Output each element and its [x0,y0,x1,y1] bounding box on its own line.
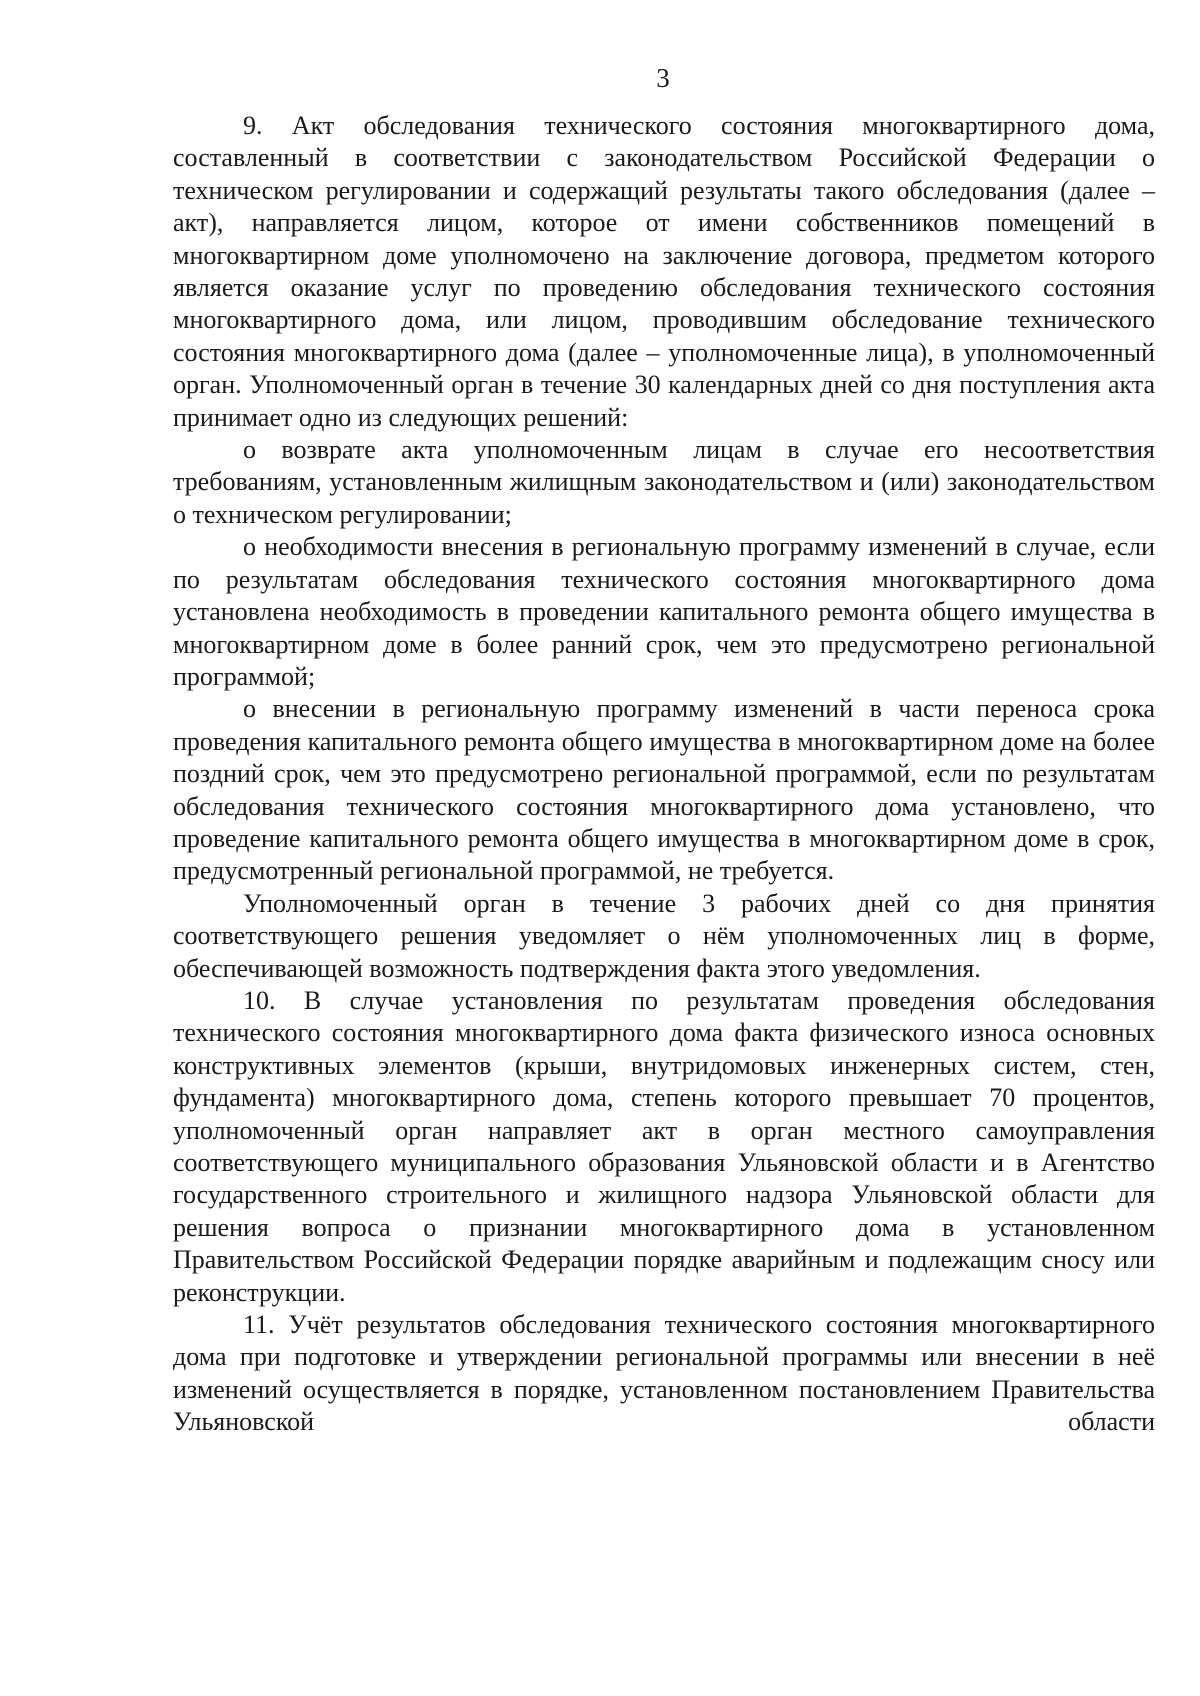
paragraph-option-return: о возврате акта уполномоченным лицам в случае его несоответствия требованиям, установленным жилищным законодательством и (или) законодательством о техническом регулировании; [173,435,1155,529]
paragraph-9: 9. Акт обследования технического состояния многоквартирного дома, составленный в соответствии с законодательством Российской Федерации о техническом регулировании и содержащий результаты такого обследования (далее – акт), направляется лицом, которое от имени собственников помещений в многоквартирном доме уполномочено на заключение договора, предметом которого является оказание услуг по проведению обследования технического состояния многоквартирного дома, или лицом, проводившим обследование технического состояния многоквартирного дома (далее – уполномоченные лица), в уполномоченный орган. Уполномоченный орган в течение 30 календарных дней со дня поступления акта принимает одно из следующих решений: [173,111,1155,432]
paragraph-11: 11. Учёт результатов обследования технического состояния многоквартирного дома при подготовке и утверждении региональной программы или внесении в неё изменений осуществляется в порядке, установленном постановлением Правительства Ульяновской области [173,1310,1155,1437]
document-body [173,110,1155,1439]
paragraph-notification: Уполномоченный орган в течение 3 рабочих дней со дня принятия соответствующего решения уведомляет о нём уполномоченных лиц в форме, обеспечивающей возможность подтверждения факта этого уведомления. [173,888,1155,983]
paragraph-option-earlier: о необходимости внесения в региональную программу изменений в случае, если по результатам обследования технического состояния многоквартирного дома установлена необходимость в проведении капитального ремонта общего имущества в многоквартирном доме в более ранний срок, чем это предусмотрено региональной программой; [173,532,1155,691]
paragraph-10: 10. В случае установления по результатам проведения обследования технического состояния многоквартирного дома факта физического износа основных конструктивных элементов (крыши, внутридомовых инженерных систем, стен, фундамента) многоквартирного дома, степень которого превышает 70 процентов, уполномоченный орган направляет акт в орган местного самоуправления соответствующего муниципального образования Ульяновской области и в Агентство государственного строительного и жилищного надзора Ульяновской области для решения вопроса о признании многоквартирного дома в установленном Правительством Российской Федерации порядке аварийным и подлежащим сносу или реконструкции. [173,985,1155,1307]
page-number: 3 [656,63,670,93]
paragraph-option-later: о внесении в региональную программу изменений в части переноса срока проведения капитального ремонта общего имущества в многоквартирном доме на более поздний срок, чем это предусмотрено региональной программой, если по результатам обследования технического состояния многоквартирного дома установлено, что проведение капитального ремонта общего имущества в многоквартирном доме в срок, предусмотренный региональной программой, не требуется. [173,694,1155,886]
